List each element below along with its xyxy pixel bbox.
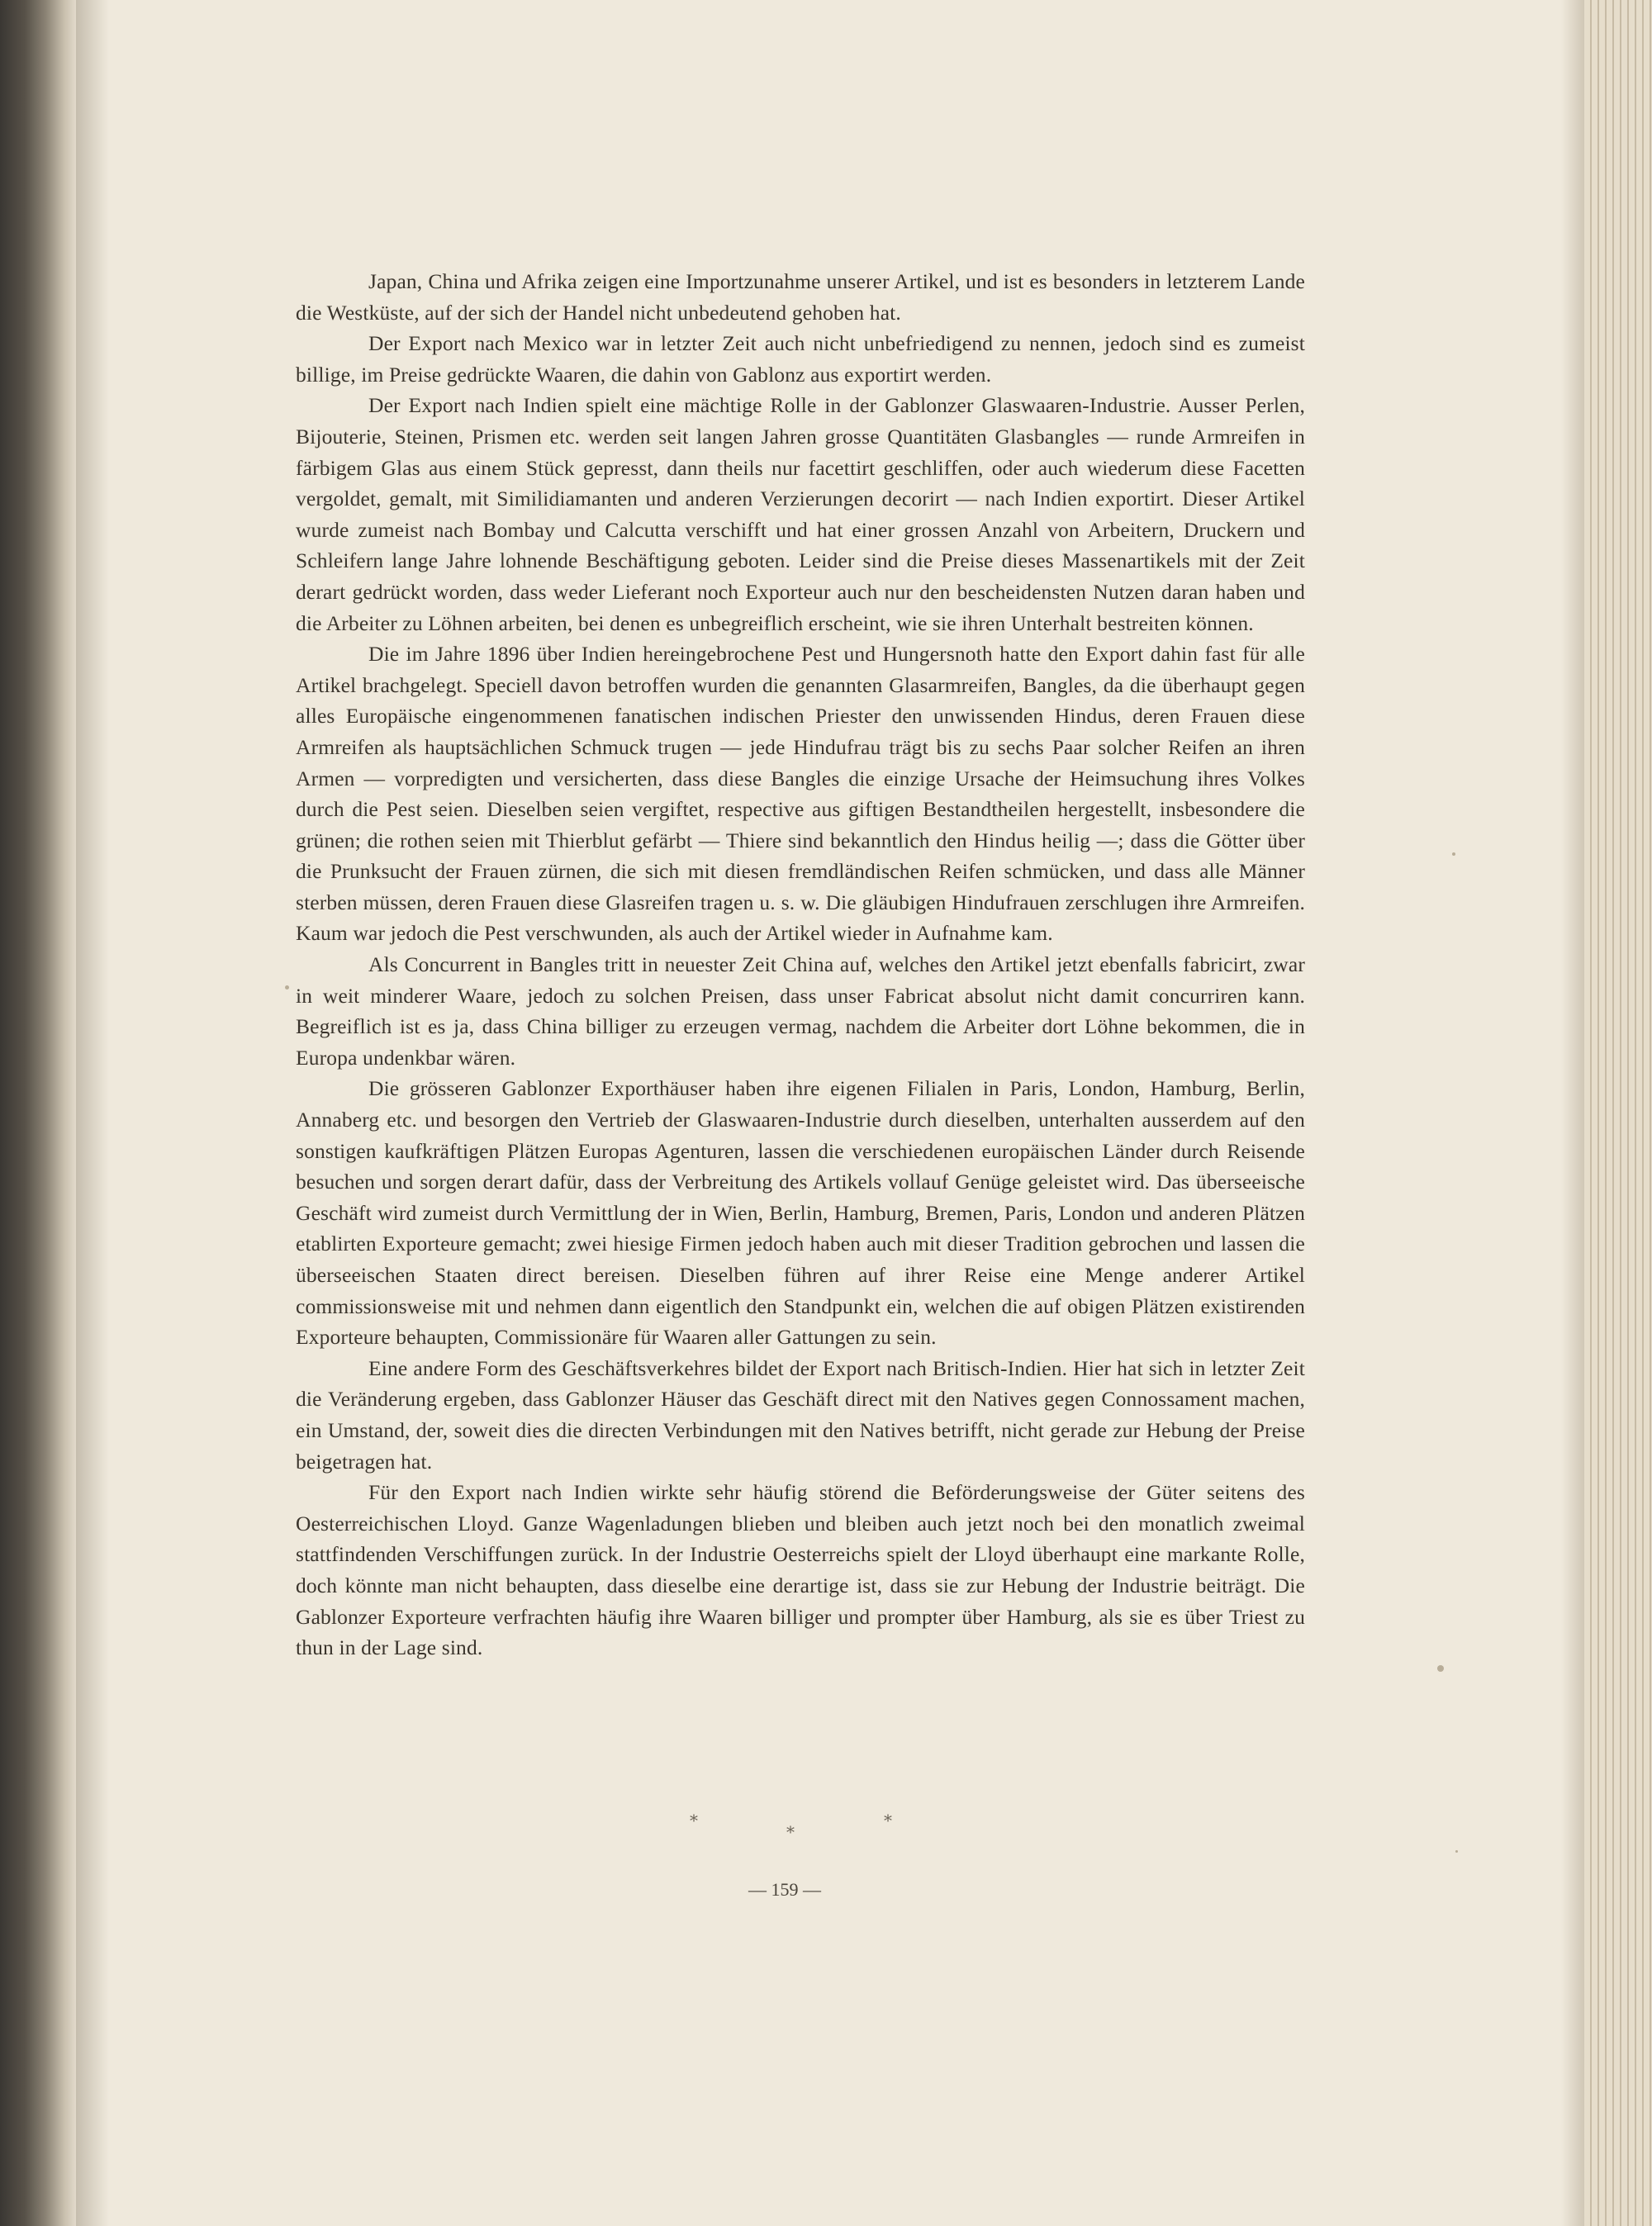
page-stack-edge bbox=[1584, 0, 1652, 2226]
paragraph-china-concurrent: Als Concurrent in Bangles tritt in neuester Zeit China auf, welches den Artikel jetzt ebenfalls fabricirt, zwar in weit minderer Waare, jedoch zu solchen Preisen, dass unser Fabricat absolut nicht damit concurriren kann. Begreiflich ist es ja, dass China billiger zu erzeugen vermag, nachdem die Arbeiter dort Löhne bekommen, die in Europa undenkbar wären. bbox=[296, 952, 1305, 1070]
body-text bbox=[296, 266, 1305, 1664]
paper-speck bbox=[1437, 1665, 1444, 1672]
paper-speck bbox=[1452, 852, 1455, 856]
asterism-center: * bbox=[786, 1822, 795, 1842]
paragraph-britisch-indien: Eine andere Form des Geschäftsverkehres bildet der Export nach Britisch-Indien. Hier hat sich in letzter Zeit die Veränderung ergeben, dass Gablonzer Häuser das Geschäft direct mit den Natives gegen Connossament machen, ein Umstand, der, soweit dies die directen Verbindungen mit den Natives betrifft, nicht gerade zur Hebung der Preise beigetragen hat. bbox=[296, 1355, 1305, 1474]
section-asterism bbox=[661, 1811, 909, 1844]
paragraph-indien-export: Der Export nach Indien spielt eine mächtige Rolle in der Gablonzer Glaswaaren-Industrie. Ausser Perlen, Bijouterie, Steinen, Prismen etc. werden seit langen Jahren grosse Quantitäten Glasbangles — runde Armreifen in färbigem Glas aus einem Stück gepresst, dann theils nur facettirt geschliffen, oder auch wiederum diese Facetten vergoldet, gemalt, mit Similidiamanten und anderen Verzierungen decorirt — nach Indien exportirt. Dieser Artikel wurde zumeist nach Bombay und Calcutta verschifft und hat einer grossen Anzahl von Arbeitern, Druckern und Schleifern lange Jahre lohnende Beschäftigung geboten. Leider sind die Preise dieses Massenartikels mit der Zeit derart gedrückt worden, dass weder Lieferant noch Exporteur auch nur den bescheidensten Nutzen daran haben und die Arbeiter zu Löhnen arbeiten, bei denen es unbegreiflich erscheint, wie sie ihren Unterhalt bestreiten können. bbox=[296, 393, 1305, 635]
paragraph-mexico: Der Export nach Mexico war in letzter Zeit auch nicht unbefriedigend zu nennen, jedoch sind es zumeist billige, im Preise gedrückte Waaren, die dahin von Gablonz aus exportirt werden. bbox=[296, 331, 1305, 387]
paragraph-pest-hungersnoth: Die im Jahre 1896 über Indien hereingebrochene Pest und Hungersnoth hatte den Export dahin fast für alle Artikel brachgelegt. Speciell davon betroffen wurden die genannten Glasarmreifen, Bangles, da die überhaupt gegen alles Europäische eingenommenen fanatischen indischen Priester den unwissenden Hindus, deren Frauen diese Armreifen als hauptsächlichen Schmuck trugen — jede Hindufrau trägt bis zu sechs Paar solcher Reifen an ihren Armen — vorpredigten und versicherten, dass diese Bangles die einzige Ursache der Heimsuchung ihres Volkes durch die Pest seien. Dieselben seien vergiftet, respective aus giftigen Bestandtheilen hergestellt, insbesondere die grünen; die rothen seien mit Thierblut gefärbt — Thiere sind bekanntlich den Hindus heilig —; dass die Götter über die Prunksucht der Frauen zürnen, die sich mit diesen fremdländischen Reifen schmücken, und dass alle Männer sterben müssen, deren Frauen diese Glasreifen tragen u. s. w. Die gläubigen Hindufrauen zerschlugen ihre Armreifen. Kaum war jedoch die Pest verschwunden, als auch der Artikel wieder in Aufnahme kam. bbox=[296, 642, 1305, 946]
asterism-right: * bbox=[884, 1811, 892, 1830]
page-stack-shadow bbox=[1561, 0, 1584, 2226]
paper-speck bbox=[285, 985, 289, 990]
asterism-left: * bbox=[690, 1811, 698, 1830]
page-number: — 159 — bbox=[748, 1879, 821, 1900]
book-binding-edge bbox=[0, 0, 76, 2226]
paragraph-exporthaeuser: Die grösseren Gablonzer Exporthäuser haben ihre eigenen Filialen in Paris, London, Hamburg, Berlin, Annaberg etc. und besorgen den Vertrieb der Glaswaaren-Industrie durch dieselben, unterhalten ausserdem auf den sonstigen kaufkräftigen Plätzen Europas Agenturen, lassen die verschiedenen europäischen Länder durch Reisende besuchen und sorgen derart dafür, dass der Verbreitung des Artikels vollauf Genüge geleistet wird. Das überseeische Geschäft wird zumeist durch Vermittlung der in Wien, Berlin, Hamburg, Bremen, Paris, London und anderen Plätzen etablirten Exporteure gemacht; zwei hiesige Firmen jedoch haben auch mit dieser Tradition gebrochen und lassen die überseeischen Staaten direct bereisen. Dieselben führen auf ihrer Reise eine Menge anderer Artikel commissionsweise mit und nehmen dann eigentlich den Standpunkt ein, welchen die auf obigen Plätzen existirenden Exporteure behaupten, Commissionäre für Waaren aller Gattungen zu sein. bbox=[296, 1076, 1305, 1350]
paragraph-lloyd: Für den Export nach Indien wirkte sehr häufig störend die Beförderungsweise der Güter seitens des Oesterreichischen Lloyd. Ganze Wagenladungen blieben und bleiben auch jetzt noch bei den monatlich zweimal stattfindenden Verschiffungen zurück. In der Industrie Oesterreichs spielt der Lloyd überhaupt eine markante Rolle, doch könnte man nicht behaupten, dass dieselbe eine derartige ist, dass sie zur Hebung der Industrie beiträgt. Die Gablonzer Exporteure verfrachten häufig ihre Waaren billiger und prompter über Hamburg, als sie es über Triest zu thun in der Lage sind. bbox=[296, 1480, 1305, 1660]
paragraph-japan-china-afrika: Japan, China und Afrika zeigen eine Importzunahme unserer Artikel, und ist es besonders in letzterem Lande die Westküste, auf der sich der Handel nicht unbedeutend gehoben hat. bbox=[296, 269, 1305, 325]
gutter-shadow bbox=[76, 0, 109, 2226]
paper-speck bbox=[1455, 1850, 1458, 1853]
